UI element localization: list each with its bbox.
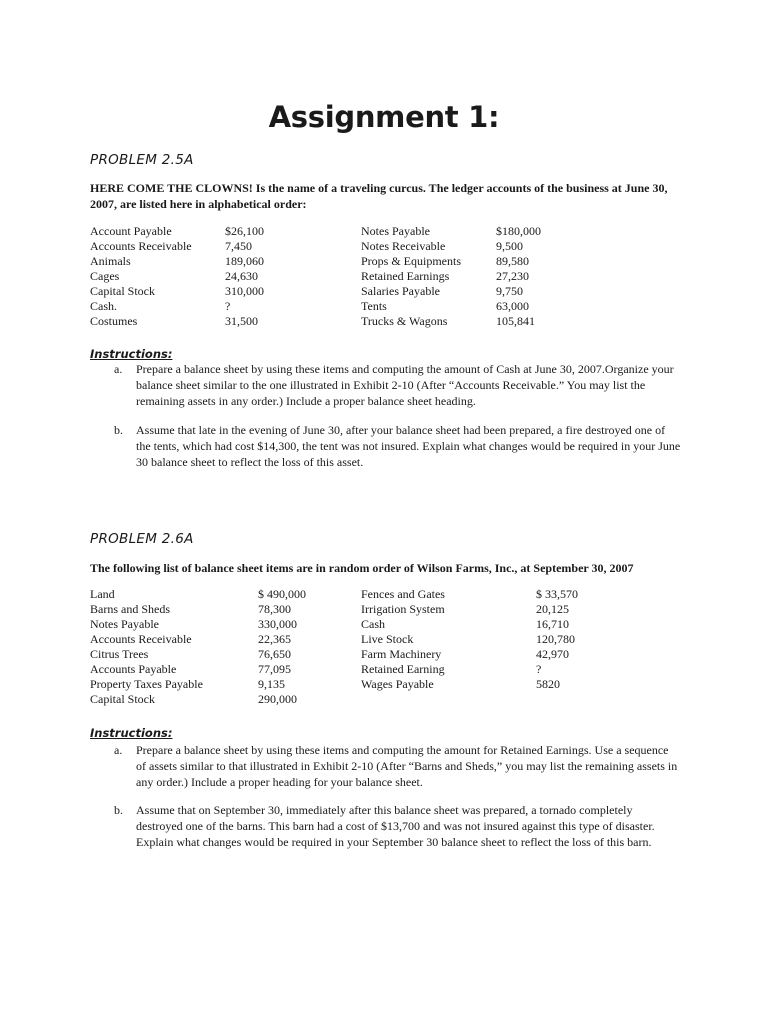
account-row [361,224,601,239]
account-name: Notes Payable [90,617,159,631]
account-row [361,617,601,632]
account-name: Capital Stock [90,284,155,298]
instruction-marker: a. [114,362,123,376]
account-name: Accounts Payable [90,662,177,676]
account-row [90,269,330,284]
account-row [90,284,330,299]
account-row [90,224,330,239]
account-amount: 27,230 [496,269,529,283]
account-amount: 5820 [536,677,560,691]
instruction-text: Assume that late in the evening of June 30, after your balance sheet had been prepared, a fire destroyed one of the tents, which had cost $14,300, the tent was not insured. Explain what changes would be required in your June 30 balance sheet to reflect the loss of this asset. [136,423,681,469]
account-amount: 63,000 [496,299,529,313]
account-amount: 290,000 [258,692,297,706]
account-amount: ? [225,299,231,313]
account-amount: 9,135 [258,677,285,691]
account-row [90,647,330,662]
account-amount: 310,000 [225,284,264,298]
account-amount: 20,125 [536,602,569,616]
account-name: Props & Equipments [361,254,462,268]
account-amount: 330,000 [258,617,297,631]
account-name: Land [90,587,115,601]
account-amount: 89,580 [496,254,529,268]
account-amount: ? [536,662,542,676]
account-amount: 31,500 [225,314,258,328]
account-name: Irrigation System [361,602,445,616]
account-row [90,677,330,692]
account-amount: $ 33,570 [536,587,578,601]
account-row [90,692,330,707]
account-name: Live Stock [361,632,414,646]
account-amount: $ 490,000 [258,587,306,601]
account-name: Notes Payable [361,224,430,238]
account-row [90,662,330,677]
problem-heading: PROBLEM 2.5A [90,152,194,168]
account-row [90,254,330,269]
account-amount: 78,300 [258,602,291,616]
account-amount: 7,450 [225,239,252,253]
account-row [90,602,330,617]
instruction-marker: b. [114,803,123,817]
problem-intro: The following list of balance sheet items are in random order of Wilson Farms, Inc., at September 30, 2007 [90,561,634,575]
account-name: Wages Payable [361,677,434,691]
account-row [361,587,601,602]
instruction-text: Prepare a balance sheet by using these items and computing the amount for Retained Earnings. Use a sequence of assets similar to that illustrated in Exhibit 2-10 (After “Barns and Sheds,” you may list the remaining assets in any order.) Include a proper heading for your balance sheet. [136,743,678,789]
account-name: Fences and Gates [361,587,445,601]
account-name: Cages [90,269,120,283]
account-row [361,677,601,692]
account-row [90,617,330,632]
account-name: Cash. [90,299,117,313]
page-title: Assignment 1: [268,100,500,134]
instruction-text: Assume that on September 30, immediately after this balance sheet was prepared, a tornado completely destroyed one of the barns. This barn had a cost of $13,700 and was not insured against this type of disaster. Explain what changes would be required in your September 30 balance sheet to reflect the loss of this barn. [136,803,655,849]
instruction-marker: b. [114,423,123,437]
account-name: Tents [361,299,387,313]
account-amount: 76,650 [258,647,291,661]
account-name: Barns and Sheds [90,602,170,616]
account-amount: 77,095 [258,662,291,676]
account-name: Accounts Receivable [90,239,192,253]
account-amount: 22,365 [258,632,291,646]
account-amount: $26,100 [225,224,264,238]
account-row [90,632,330,647]
account-amount: 189,060 [225,254,264,268]
account-name: Cash [361,617,385,631]
instruction-text: Prepare a balance sheet by using these items and computing the amount of Cash at June 30, 2007.Organize your balance sheet similar to the one illustrated in Exhibit 2-10 (After “Accounts Receivable.” You may list the remaining assets in any order.) Include a proper balance sheet heading. [136,362,674,408]
account-row [90,314,330,329]
problem-intro: HERE COME THE CLOWNS! Is the name of a traveling curcus. The ledger accounts of the business at June 30, 2007, are listed here in alphabetical order: [90,181,668,211]
account-name: Notes Receivable [361,239,446,253]
instructions-label: Instructions: [90,347,173,361]
account-name: Salaries Payable [361,284,440,298]
account-name: Capital Stock [90,692,155,706]
account-name: Account Payable [90,224,172,238]
account-name: Property Taxes Payable [90,677,203,691]
instructions-label: Instructions: [90,726,173,740]
problem-heading: PROBLEM 2.6A [90,531,194,547]
account-row [361,314,601,329]
account-name: Retained Earning [361,662,445,676]
account-row [90,239,330,254]
account-name: Accounts Receivable [90,632,192,646]
account-row [361,299,601,314]
account-row [361,647,601,662]
account-row [361,269,601,284]
account-amount: 105,841 [496,314,535,328]
account-amount: $180,000 [496,224,541,238]
account-name: Farm Machinery [361,647,442,661]
account-amount: 16,710 [536,617,569,631]
account-row [90,299,330,314]
account-row [361,254,601,269]
account-amount: 24,630 [225,269,258,283]
account-row [361,284,601,299]
account-name: Trucks & Wagons [361,314,448,328]
account-name: Citrus Trees [90,647,149,661]
instruction-marker: a. [114,743,123,757]
account-row [361,632,601,647]
account-name: Retained Earnings [361,269,450,283]
account-row [361,662,601,677]
account-amount: 9,750 [496,284,523,298]
account-row [361,602,601,617]
account-row [90,587,330,602]
account-row [361,239,601,254]
account-name: Costumes [90,314,138,328]
account-amount: 9,500 [496,239,523,253]
account-name: Animals [90,254,131,268]
account-amount: 42,970 [536,647,569,661]
account-amount: 120,780 [536,632,575,646]
